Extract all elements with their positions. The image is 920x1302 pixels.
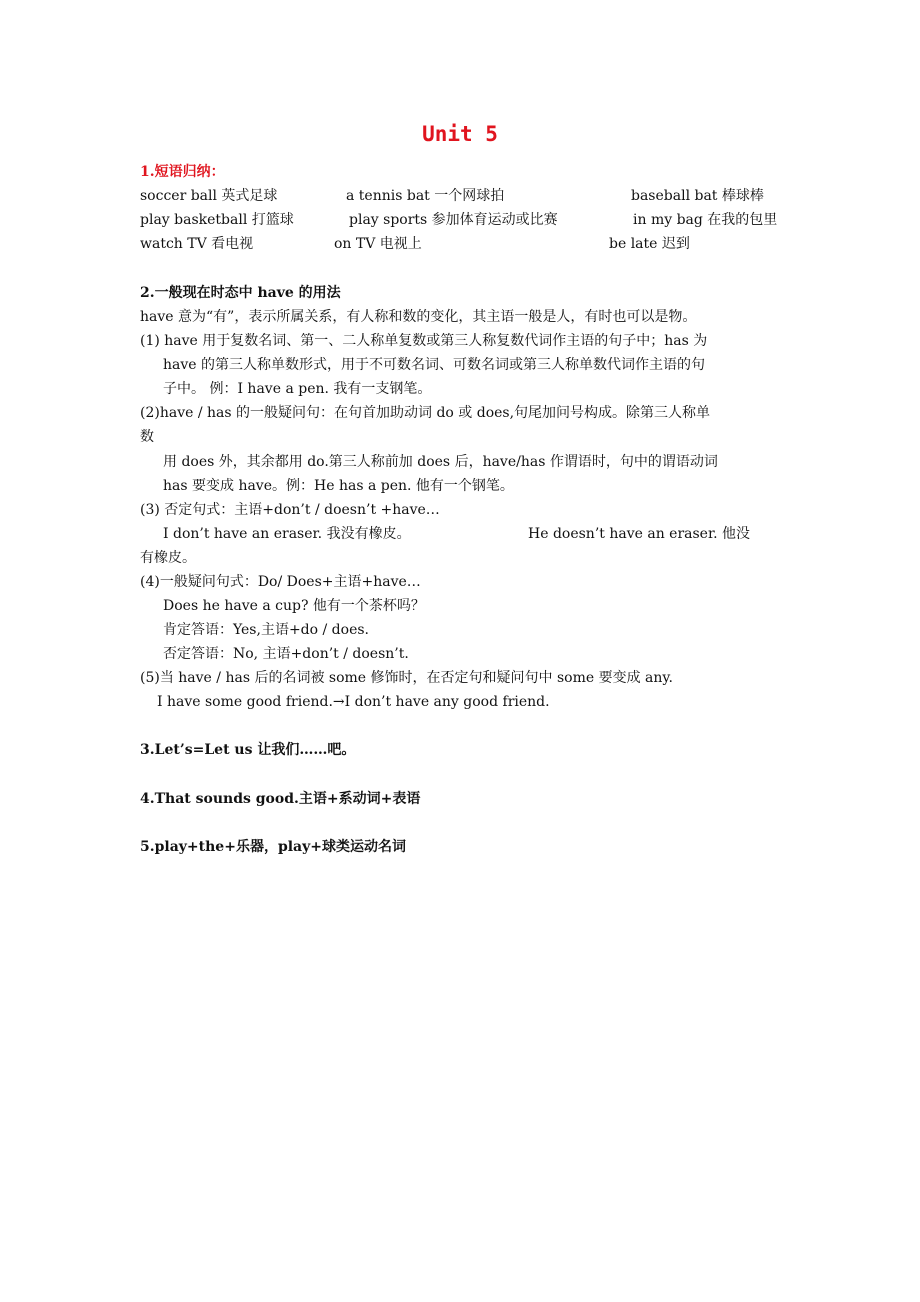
phrase-item: play basketball 打篮球 <box>140 212 294 228</box>
paragraph-line: 数 <box>140 429 154 445</box>
section-4-heading: 4.That sounds good.主语+系动词+表语 <box>140 791 421 807</box>
example-sentence: Does he have a cup? 他有一个茶杯吗？ <box>163 598 425 614</box>
section-1-heading: 1.短语归纳： <box>140 164 225 180</box>
paragraph-line: 用 does 外，其余都用 do.第三人称前加 does 后，have/has 作谓语时，句中的谓语动词 <box>163 454 718 470</box>
page-title: Unit 5 <box>422 122 498 146</box>
phrase-item: watch TV 看电视 <box>140 236 254 252</box>
section-3-heading: 3.Let’s=Let us 让我们……吧。 <box>140 742 356 758</box>
paragraph-line: 子中。 例：I have a pen. 我有一支钢笔。 <box>163 381 432 397</box>
paragraph-line: (2)have / has 的一般疑问句：在句首加助动词 do 或 does,句尾加问号构成。除第三人称单 <box>140 405 711 421</box>
paragraph-line: 肯定答语：Yes,主语+do / does. <box>163 622 369 638</box>
paragraph-line: have 的第三人称单数形式，用于不可数名词、可数名词或第三人称单数代词作主语的句 <box>163 357 706 373</box>
phrase-item: soccer ball 英式足球 <box>140 188 278 204</box>
phrase-item: baseball bat 棒球棒 <box>631 188 764 204</box>
paragraph-line: (3) 否定句式：主语+don’t / doesn’t +have… <box>140 502 440 518</box>
phrase-item: be late 迟到 <box>609 236 690 252</box>
section-2-heading: 2.一般现在时态中 have 的用法 <box>140 285 341 301</box>
example-sentence: He doesn’t have an eraser. 他没 <box>528 526 751 542</box>
phrase-item: play sports 参加体育运动或比赛 <box>349 212 558 228</box>
paragraph-line: (5)当 have / has 后的名词被 some 修饰时，在否定句和疑问句中 some 要变成 any. <box>140 670 673 686</box>
phrase-item: on TV 电视上 <box>334 236 422 252</box>
example-sentence: I don’t have an eraser. 我没有橡皮。 <box>163 526 411 542</box>
example-sentence: I have some good friend.→I don’t have any good friend. <box>157 694 550 710</box>
phrase-item: in my bag 在我的包里 <box>633 212 778 228</box>
paragraph-line: have 意为“有”，表示所属关系，有人称和数的变化，其主语一般是人，有时也可以是物。 <box>140 309 697 325</box>
paragraph-line: 有橡皮。 <box>140 550 196 566</box>
paragraph-line: (1) have 用于复数名词、第一、二人称单复数或第三人称复数代词作主语的句子中；has 为 <box>140 333 708 349</box>
paragraph-line: has 要变成 have。例：He has a pen. 他有一个钢笔。 <box>163 478 514 494</box>
section-5-heading: 5.play+the+乐器，play+球类运动名词 <box>140 839 406 855</box>
phrase-item: a tennis bat 一个网球拍 <box>346 188 505 204</box>
paragraph-line: (4)一般疑问句式：Do/ Does+主语+have… <box>140 574 421 590</box>
paragraph-line: 否定答语：No, 主语+don’t / doesn’t. <box>163 646 409 662</box>
